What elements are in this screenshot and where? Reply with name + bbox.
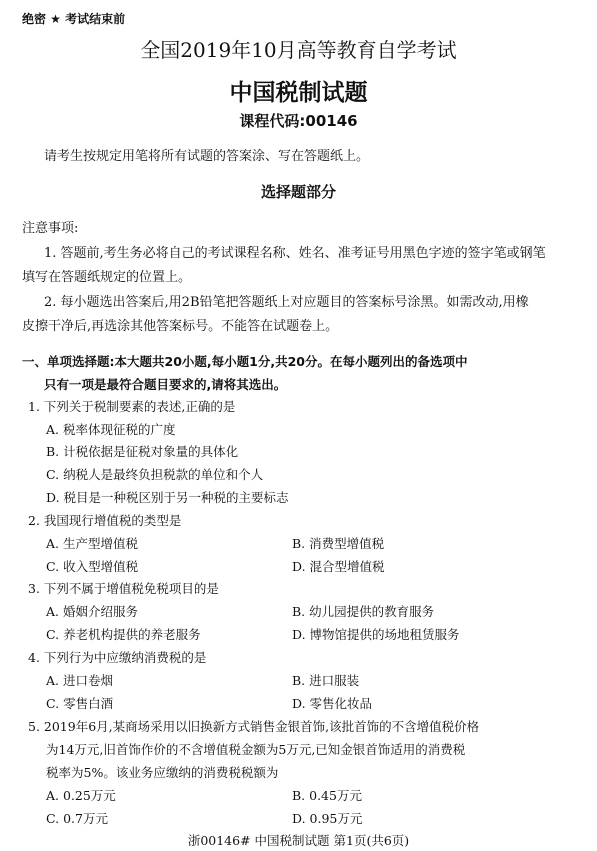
question-stem-line-1: 5. 2019年6月,某商场采用以旧换新方式销售金银首饰,该批首饰的不含增值税价格 bbox=[28, 719, 480, 734]
option-c: C. 纳税人是最终负担税款的单位和个人 bbox=[46, 467, 264, 482]
option-b: B. 幼儿园提供的教育服务 bbox=[292, 604, 435, 619]
option-a: A. 进口卷烟 bbox=[46, 673, 113, 688]
option-b: B. 消费型增值税 bbox=[292, 536, 385, 551]
option-c: C. 养老机构提供的养老服务 bbox=[46, 627, 201, 642]
part-heading-line-2: 只有一项是最符合题目要求的,请将其选出。 bbox=[44, 377, 287, 392]
option-a: A. 生产型增值税 bbox=[46, 536, 138, 551]
note-item-2-line-2: 皮擦干净后,再选涂其他答案标号。不能答在试题卷上。 bbox=[22, 319, 339, 334]
question-stem-line-2: 为14万元,旧首饰作价的不含增值税金额为5万元,已知金银首饰适用的消费税 bbox=[46, 742, 466, 757]
option-a: A. 0.25万元 bbox=[46, 788, 116, 803]
option-b: B. 进口服装 bbox=[292, 673, 360, 688]
question-stem: 4. 下列行为中应缴纳消费税的是 bbox=[28, 650, 207, 665]
part-heading-line-1: 一、单项选择题:本大题共20小题,每小题1分,共20分。在每小题列出的备选项中 bbox=[22, 354, 468, 369]
option-c: C. 0.7万元 bbox=[46, 811, 108, 826]
question-stem: 3. 下列不属于增值税免税项目的是 bbox=[28, 581, 219, 596]
notes-heading: 注意事项: bbox=[22, 221, 79, 236]
question-stem: 2. 我国现行增值税的类型是 bbox=[28, 513, 182, 528]
course-code: 课程代码:00146 bbox=[239, 112, 358, 130]
option-a: A. 税率体现征税的广度 bbox=[46, 422, 176, 437]
instruction-text: 请考生按规定用笔将所有试题的答案涂、写在答题纸上。 bbox=[44, 149, 370, 164]
question-stem: 1. 下列关于税制要素的表述,正确的是 bbox=[28, 399, 236, 414]
page-footer: 浙00146# 中国税制试题 第1页(共6页) bbox=[187, 833, 410, 848]
option-d: D. 博物馆提供的场地租赁服务 bbox=[292, 627, 460, 642]
option-d: D. 零售化妆品 bbox=[292, 696, 373, 711]
exam-title: 全国2019年10月高等教育自学考试 bbox=[140, 38, 457, 62]
option-c: C. 零售白酒 bbox=[46, 696, 114, 711]
option-d: D. 混合型增值税 bbox=[292, 559, 385, 574]
section-title: 选择题部分 bbox=[260, 183, 336, 201]
option-d: D. 税目是一种税区别于另一种税的主要标志 bbox=[46, 490, 289, 505]
option-a: A. 婚姻介绍服务 bbox=[46, 604, 138, 619]
option-b: B. 0.45万元 bbox=[292, 788, 362, 803]
option-b: B. 计税依据是征税对象量的具体化 bbox=[46, 444, 239, 459]
note-item-1-line-2: 填写在答题纸规定的位置上。 bbox=[22, 270, 192, 285]
option-c: C. 收入型增值税 bbox=[46, 559, 139, 574]
subject-title: 中国税制试题 bbox=[229, 80, 368, 106]
note-item-1-line-1: 1. 答题前,考生务必将自己的考试课程名称、姓名、准考证号用黑色字迹的签字笔或钢笔 bbox=[44, 246, 546, 261]
option-d: D. 0.95万元 bbox=[292, 811, 363, 826]
question-stem-line-3: 税率为5%。该业务应缴纳的消费税税额为 bbox=[46, 765, 279, 780]
note-item-2-line-1: 2. 每小题选出答案后,用2B铅笔把答题纸上对应题目的答案标号涂黑。如需改动,用橡 bbox=[44, 295, 529, 310]
confidential-mark: 绝密 ★ 考试结束前 bbox=[22, 12, 126, 26]
